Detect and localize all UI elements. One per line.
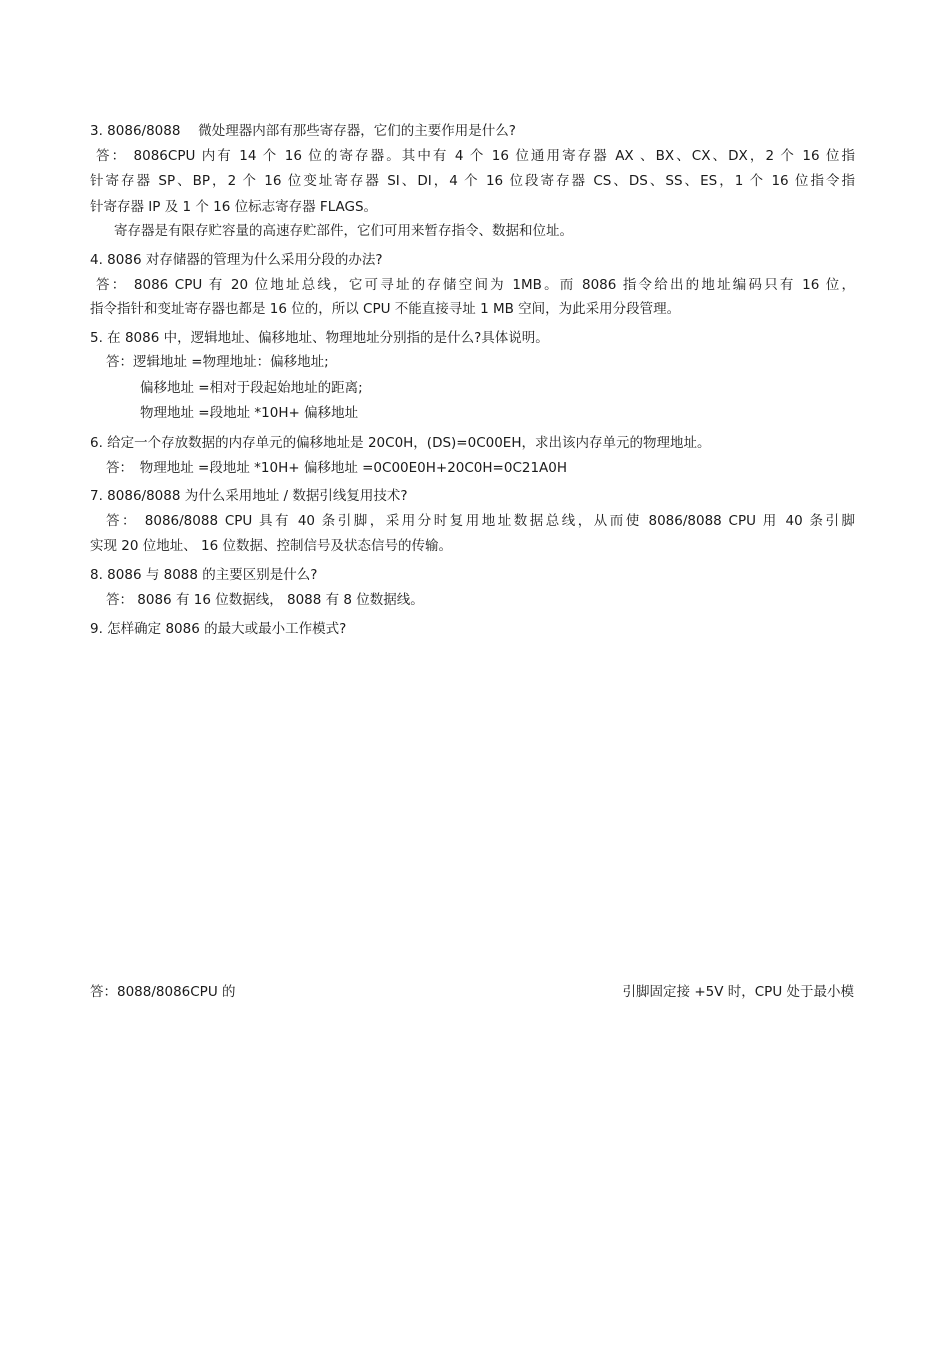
answer-3-line-3: 针寄存器 IP 及 1 个 16 位标志寄存器 FLAGS。 [90, 199, 378, 215]
answer-4-line-2: 指令指针和变址寄存器也都是 16 位的，所以 CPU 不能直接寻址 1 MB 空间，为此采用分段管理。 [90, 301, 681, 317]
answer-3-line-4: 寄存器是有限存贮容量的高速存贮部件，它们可用来暂存指令、数据和位址。 [114, 223, 573, 239]
answer-3-line-1: 答： 8086CPU 内有 14 个 16 位的寄存器。其中有 4 个 16 位通用寄存器 AX 、BX、CX、DX，2 个 16 位指 [96, 148, 855, 164]
answer-5-line-2: 偏移地址 =相对于段起始地址的距离; [140, 380, 363, 396]
answer-3-line-2: 针寄存器 SP、BP，2 个 16 位变址寄存器 SI、DI，4 个 16 位段寄存器 CS、DS、SS、ES，1 个 16 位指令指 [90, 173, 855, 189]
question-4: 4. 8086 对存储器的管理为什么采用分段的办法? [90, 252, 383, 268]
answer-7-line-2: 实现 20 位地址、 16 位数据、控制信号及状态信号的传输。 [90, 538, 453, 554]
answer-4-line-1: 答： 8086 CPU 有 20 位地址总线，它可寻址的存储空间为 1MB。而 8086 指令给出的地址编码只有 16 位， [96, 277, 855, 293]
question-5: 5. 在 8086 中，逻辑地址、偏移地址、物理地址分别指的是什么?具体说明。 [90, 330, 549, 346]
answer-6-line-1: 答： 物理地址 =段地址 *10H+ 偏移地址 =0C00E0H+20C0H=0C21A0H [106, 460, 568, 476]
answer-5-line-3: 物理地址 =段地址 *10H+ 偏移地址 [140, 405, 359, 421]
question-7: 7. 8086/8088 为什么采用地址 / 数据引线复用技术? [90, 488, 408, 504]
answer-5-line-1: 答：逻辑地址 =物理地址：偏移地址; [106, 354, 329, 370]
answer-7-line-1: 答： 8086/8088 CPU 具有 40 条引脚，采用分时复用地址数据总线，从而使 8086/8088 CPU 用 40 条引脚 [106, 513, 855, 529]
question-8: 8. 8086 与 8088 的主要区别是什么? [90, 567, 318, 583]
answer-9-right: 引脚固定接 +5V 时，CPU 处于最小模 [622, 984, 854, 1000]
question-3: 3. 8086/8088 微处理器内部有那些寄存器，它们的主要作用是什么? [90, 123, 516, 139]
question-9: 9. 怎样确定 8086 的最大或最小工作模式? [90, 621, 347, 637]
answer-9-left: 答：8088/8086CPU 的 [90, 984, 236, 1000]
question-6: 6. 给定一个存放数据的内存单元的偏移地址是 20C0H，(DS)=0C00EH，求出该内存单元的物理地址。 [90, 435, 711, 451]
answer-8-line-1: 答： 8086 有 16 位数据线， 8088 有 8 位数据线。 [106, 592, 424, 608]
